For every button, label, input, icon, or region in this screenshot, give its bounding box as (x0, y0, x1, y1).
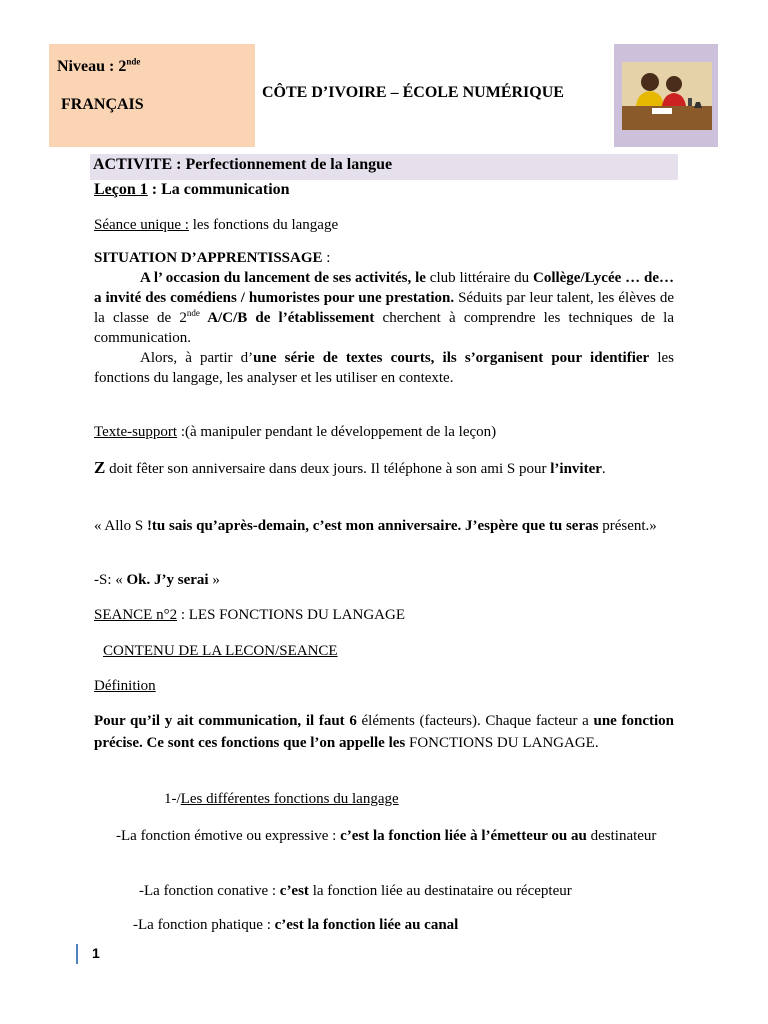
level-label: Niveau : 2nde (57, 56, 141, 75)
subject-label: FRANÇAIS (61, 96, 144, 113)
logo-box (614, 44, 718, 147)
situation-title: SITUATION D’APPRENTISSAGE : (94, 250, 331, 266)
activity-band (90, 154, 678, 180)
section-1-title: 1-/Les différentes fonctions du langage (164, 791, 399, 807)
fonction-item: -La fonction conative : c’est la fonction liée au destinataire ou récepteur (139, 883, 572, 899)
situation-paragraph-1: A l’ occasion du lancement de ses activités, le club littéraire du Collège/Lycée … de… a invité des comédiens / humoristes pour une prestation. Séduits par leur talent, les élèves de la classe de 2nde A/C/B de l’établissement cherchent à comprendre les techniques de la communication. (94, 270, 674, 346)
texte-support-line: Texte-support :(à manipuler pendant le développement de la leçon) (94, 424, 497, 440)
contenu-title: CONTENU DE LA LECON/SEANCE (103, 643, 338, 659)
dialogue-reply: -S: « Ok. J’y serai » (94, 572, 220, 588)
seance-2-title: SEANCE n°2 : LES FONCTIONS DU LANGAGE (94, 607, 406, 623)
header-title: CÔTE D’IVOIRE – ÉCOLE NUMÉRIQUE (262, 84, 564, 101)
lesson-title: Leçon 1 : La communication (94, 181, 290, 198)
students-studying-illustration-icon (622, 62, 712, 130)
activity-title: ACTIVITE : Perfectionnement de la langue (93, 156, 393, 173)
page-number-bar (76, 944, 78, 964)
dialogue-quote: « Allo S !tu sais qu’après-demain, c’est mon anniversaire. J’espère que tu seras présent.» (94, 518, 657, 534)
page-number: 1 (92, 945, 100, 961)
texte-support-body: Z doit fêter son anniversaire dans deux jours. Il téléphone à son ami S pour l’inviter. (94, 458, 606, 477)
level-box (49, 44, 255, 147)
definition-title: Définition (94, 678, 156, 694)
situation-paragraph-2: Alors, à partir d’une série de textes courts, ils s’organisent pour identifier les fonctions du langage, les analyser et les utiliser en contexte. (94, 350, 674, 386)
seance-line: Séance unique : les fonctions du langage (94, 217, 339, 233)
definition-body: Pour qu’il y ait communication, il faut 6 éléments (facteurs). Chaque facteur a une fonction précise. Ce sont ces fonctions que l’on appelle les FONCTIONS DU LANGAGE. (94, 713, 675, 751)
fonction-item: -La fonction phatique : c’est la fonction liée au canal (133, 917, 459, 933)
fonction-item: -La fonction émotive ou expressive : c’est la fonction liée à l’émetteur ou au destinateur (116, 828, 657, 844)
